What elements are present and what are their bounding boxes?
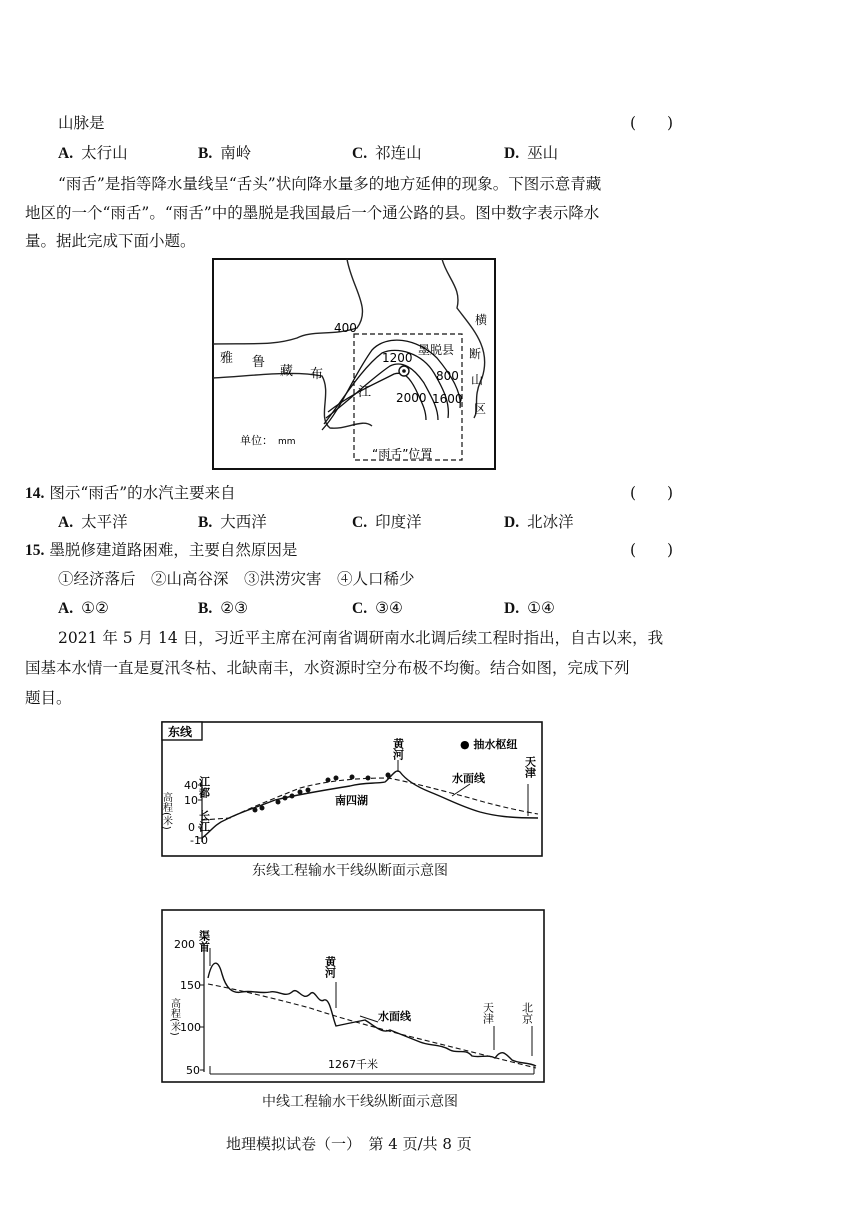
river-char-2: 鲁: [252, 355, 266, 370]
page-footer: 地理模拟试卷（一） 第 4 页/共 8 页: [226, 1135, 472, 1153]
passage2-line2: 国基本水情一直是夏汛冬枯、北缺南丰，水资源时空分布极不均衡。结合如图，完成下列: [25, 659, 630, 677]
q13-stem-tail: 山脉是: [58, 114, 105, 132]
east-y-tick-40: 40: [184, 779, 198, 792]
east-y-tick-0: 0: [188, 821, 195, 834]
q13-option-b[interactable]: B. 南岭: [198, 144, 252, 162]
east-label-changjiang: 长江: [197, 810, 211, 832]
east-route-caption: 东线工程输水干线纵断面示意图: [252, 863, 448, 879]
mid-label-huanghe: 黄河: [323, 956, 337, 978]
east-route-profile: [160, 720, 544, 860]
east-label-huanghe: 黄河: [391, 738, 405, 760]
q15-option-b[interactable]: B. ②③: [198, 599, 249, 617]
q14-answer-paren: ( ): [630, 484, 674, 502]
isoline-2000: 2000: [396, 391, 427, 405]
east-tag: 东线: [168, 725, 193, 739]
mid-y-tick-50: 50: [186, 1064, 200, 1077]
mountain-char-1: 横: [475, 313, 488, 327]
isoline-800: 800: [436, 369, 459, 383]
passage1-line3: 量。据此完成下面小题。: [25, 232, 196, 250]
mid-y-tick-150: 150: [180, 979, 201, 992]
mid-y-tick-200: 200: [174, 938, 195, 951]
q15-answer-paren: ( ): [630, 541, 674, 559]
river-char-4: 布: [310, 367, 324, 382]
unit-value: mm: [278, 437, 296, 447]
unit-label: 单位：: [240, 434, 273, 447]
passage1-line2: 地区的一个“雨舌”。“雨舌”中的墨脱是我国最后一个通公路的县。图中数字表示降水: [25, 204, 600, 222]
mid-label-tianjin: 天津: [481, 1002, 495, 1024]
mid-label-water-line: 水面线: [378, 1010, 411, 1023]
isoline-400: 400: [334, 321, 357, 335]
box-label: “雨舌”位置: [372, 447, 433, 461]
q15-option-d[interactable]: D. ①④: [504, 599, 555, 617]
mid-distance: 1267千米: [328, 1058, 378, 1071]
middle-route-caption: 中线工程输水干线纵断面示意图: [262, 1094, 458, 1110]
mid-y-label: 高程(米): [168, 998, 180, 1036]
q15-option-c[interactable]: C. ③④: [352, 599, 403, 617]
mountain-char-4: 区: [474, 402, 487, 416]
river-char-3: 藏: [280, 364, 294, 379]
q14-option-c[interactable]: C. 印度洋: [352, 513, 422, 531]
east-y-tick-10: 10: [184, 794, 198, 807]
isoline-1600: 1600: [432, 392, 463, 406]
q14-option-a[interactable]: A. 太平洋: [58, 513, 128, 531]
county-label: 墨脱县: [418, 343, 455, 357]
q15-items: ①经济落后 ②山高谷深 ③洪涝灾害 ④人口稀少: [58, 570, 415, 588]
east-label-nansihu: 南四湖: [335, 794, 368, 807]
east-y-label: 高程(米): [160, 792, 172, 830]
east-label-water-line: 水面线: [452, 772, 485, 785]
east-legend: ● 抽水枢纽: [460, 738, 518, 751]
east-label-tianjin: 天津: [523, 756, 537, 778]
q14-stem: 14. 图示“雨舌”的水汽主要来自: [25, 484, 236, 502]
middle-route-profile: [160, 908, 546, 1084]
mid-label-beijing: 北京: [520, 1002, 534, 1024]
mountain-char-3: 山: [471, 373, 484, 387]
q15-stem: 15. 墨脱修建道路困难，主要自然原因是: [25, 541, 298, 559]
q14-option-d[interactable]: D. 北冰洋: [504, 513, 574, 531]
mid-label-qushou: 渠首: [197, 930, 211, 952]
q13-option-a[interactable]: A. 太行山: [58, 144, 128, 162]
east-label-jiangdu: 江都: [197, 776, 211, 798]
east-y-tick-neg10: -10: [190, 834, 208, 847]
river-char-5: 江: [358, 385, 372, 400]
passage2-line1: 2021 年 5 月 14 日，习近平主席在河南省调研南水北调后续工程时指出，自古以来，我: [58, 629, 664, 647]
q13-option-c[interactable]: C. 祁连山: [352, 144, 422, 162]
passage2-line3: 题目。: [25, 689, 72, 707]
passage1-line1: “雨舌”是指等降水量线呈“舌头”状向降水量多的地方延伸的现象。下图示意青藏: [58, 175, 602, 193]
q15-option-a[interactable]: A. ①②: [58, 599, 109, 617]
rain-tongue-map: [212, 258, 496, 470]
q13-answer-paren: ( ): [630, 114, 674, 132]
mountain-char-2: 断: [469, 347, 482, 361]
isoline-1200: 1200: [382, 351, 413, 365]
mid-y-tick-100: 100: [180, 1021, 201, 1034]
q13-option-d[interactable]: D. 巫山: [504, 144, 559, 162]
river-char-1: 雅: [220, 351, 234, 366]
q14-option-b[interactable]: B. 大西洋: [198, 513, 267, 531]
